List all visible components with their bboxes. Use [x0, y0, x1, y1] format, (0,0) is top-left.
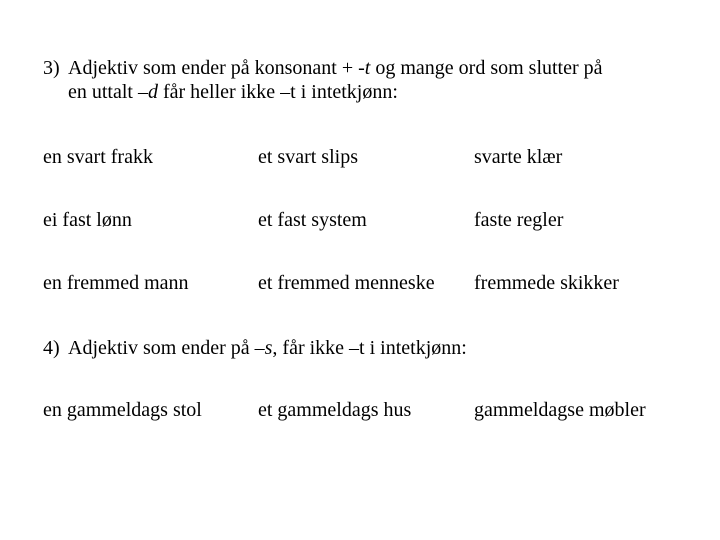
rule-4-number: 4) [43, 337, 60, 359]
table-row [43, 145, 683, 169]
masc-form: en svart frakk [43, 146, 153, 168]
masc-form: en fremmed mann [43, 272, 189, 294]
masc-form: ei fast lønn [43, 209, 132, 231]
table-row [43, 271, 683, 295]
rule-3-line-2 [43, 80, 683, 104]
masc-form: en gammeldags stol [43, 399, 202, 421]
neut-form: et svart slips [258, 146, 358, 168]
neut-form: et fast system [258, 209, 367, 231]
table-row [43, 398, 683, 422]
plural-form: svarte klær [474, 146, 563, 168]
rule-3-emph-d: d [147, 81, 158, 103]
plural-form: fremmede skikker [474, 272, 619, 294]
rule-3-line2-c: får heller ikke –t i intetkjønn: [157, 81, 398, 103]
plural-form: gammeldagse møbler [474, 399, 646, 421]
rule-3-line2-a: en uttalt – [68, 81, 148, 103]
rule-3-number: 3) [43, 57, 60, 79]
plural-form: faste regler [474, 209, 564, 231]
rule-4-text-c: , får ikke –t i intetkjønn: [272, 337, 467, 359]
rule-4-heading [43, 336, 683, 360]
rule-4-text-a: Adjektiv som ender på – [68, 337, 265, 359]
table-row [43, 208, 683, 232]
rule-3-heading [43, 56, 683, 104]
rule-3-text-a: Adjektiv som ender på konsonant + - [68, 57, 365, 79]
rule-3-line-1 [43, 56, 683, 80]
neut-form: et fremmed menneske [258, 272, 435, 294]
rule-3-text-c: og mange ord som slutter på [370, 57, 603, 79]
rule-4-emph-s: s [264, 337, 273, 359]
rule-3-emph-t: t [364, 57, 371, 79]
neut-form: et gammeldags hus [258, 399, 412, 421]
